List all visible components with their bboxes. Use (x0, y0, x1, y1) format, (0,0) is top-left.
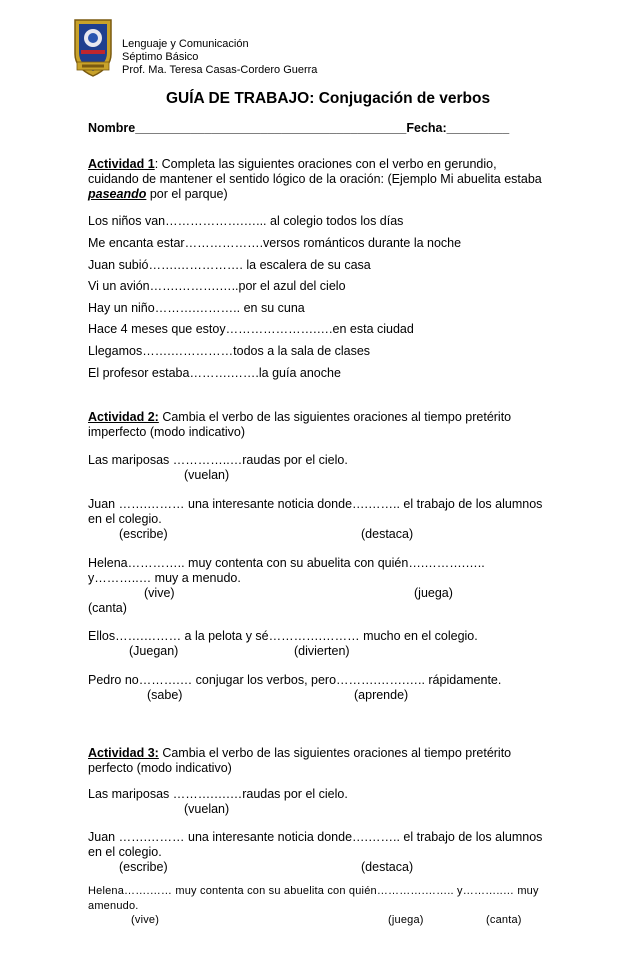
header-course: Lenguaje y Comunicación (122, 38, 249, 50)
activity-1-instructions-l1: Actividad 1: Completa las siguientes oraciones con el verbo en gerundio, (88, 157, 497, 171)
verb-hint: (escribe) (119, 860, 168, 874)
activity-1-sentence: Los niños van……………….…... al colegio todos los días (88, 214, 404, 228)
verb-hint: (juega) (388, 914, 424, 926)
school-crest-logo (72, 16, 114, 78)
activity-1-instructions-l3: paseando por el parque) (88, 187, 228, 201)
activity-2-sentence-5: Pedro no……….… conjugar los verbos, pero……….…….….. rápidamente. (88, 673, 502, 687)
activity-1-sentence: El profesor estaba……….…….la guía anoche (88, 366, 341, 380)
activity-1-sentence: Juan subió…….……………. la escalera de su casa (88, 258, 371, 272)
activity-2-instructions-l1: Actividad 2: Cambia el verbo de las siguientes oraciones al tiempo pretérito (88, 410, 512, 424)
name-date-line: Nombre_______________________________________Fecha:_________ (88, 121, 510, 135)
verb-hint: (divierten) (294, 644, 350, 658)
activity-3-label: Actividad 3: (88, 746, 159, 760)
activity-1-sentence: Me encanta estar……………….versos románticos durante la noche (88, 236, 462, 250)
activity-2-sentence-4: Ellos…….……… a la pelota y sé………….……… mucho en el colegio. (88, 629, 478, 643)
verb-hint: (vuelan) (184, 468, 230, 482)
verb-hint: (canta) (88, 601, 127, 615)
activity-2-sentence-3-cont: y………..… muy a menudo. (88, 571, 241, 585)
header-teacher: Prof. Ma. Teresa Casas-Cordero Guerra (122, 64, 318, 76)
verb-hint: (vive) (131, 914, 160, 926)
activity-3-sentence-2-cont: en el colegio. (88, 845, 162, 859)
page-title: GUÍA DE TRABAJO: Conjugación de verbos (166, 90, 491, 107)
verb-hint: (canta) (486, 914, 522, 926)
activity-1-sentence: Llegamos…….……………todos a la sala de clases (88, 344, 371, 358)
verb-hint: (vive) (144, 586, 175, 600)
activity-3-sentence-1: Las mariposas ……….….…raudas por el cielo. (88, 787, 348, 801)
verb-hint: (aprende) (354, 688, 409, 702)
verb-hint: (destaca) (361, 860, 414, 874)
activity-2-sentence-3: Helena………….. muy contenta con su abuelita con quién….……….….. (88, 556, 485, 570)
activity-3-instructions-l2: perfecto (modo indicativo) (88, 761, 232, 775)
activity-2-sentence-2-cont: en el colegio. (88, 512, 162, 526)
verb-hint: (escribe) (119, 527, 168, 541)
activity-1-sentence: Vi un avión…….……….…..por el azul del cielo (88, 279, 346, 293)
activity-1-label: Actividad 1 (88, 157, 155, 171)
activity-3-sentence-3: Helena…….…… muy contenta con su abuelita con quién………….…….. y………..… muy (88, 885, 539, 897)
activity-2-sentence-2: Juan …….……… una interesante noticia donde….…….. el trabajo de los alumnos (88, 497, 543, 511)
verb-hint: (juega) (414, 586, 453, 600)
activity-2-instructions-l2: imperfecto (modo indicativo) (88, 425, 246, 439)
verb-hint: (Juegan) (129, 644, 179, 658)
activity-1-sentence: Hace 4 meses que estoy………………….….en esta ciudad (88, 322, 414, 336)
activity-1-sentence: Hay un niño……….……….. en su cuna (88, 301, 305, 315)
activity-3-instructions-l1: Actividad 3: Cambia el verbo de las siguientes oraciones al tiempo pretérito (88, 746, 512, 760)
verb-hint: (sabe) (147, 688, 183, 702)
verb-hint: (destaca) (361, 527, 414, 541)
activity-1-instructions-l2: cuidando de mantener el sentido lógico de la oración: (Ejemplo Mi abuelita estaba (88, 172, 542, 186)
activity-3-sentence-2: Juan …….……… una interesante noticia donde….…….. el trabajo de los alumnos (88, 830, 543, 844)
example-word: paseando (88, 187, 147, 201)
verb-hint: (vuelan) (184, 802, 230, 816)
activity-2-label: Actividad 2: (88, 410, 159, 424)
activity-3-sentence-3-cont: amenudo. (88, 900, 139, 912)
header-grade: Séptimo Básico (122, 51, 199, 63)
activity-2-sentence-1: Las mariposas …………..…raudas por el cielo. (88, 453, 348, 467)
